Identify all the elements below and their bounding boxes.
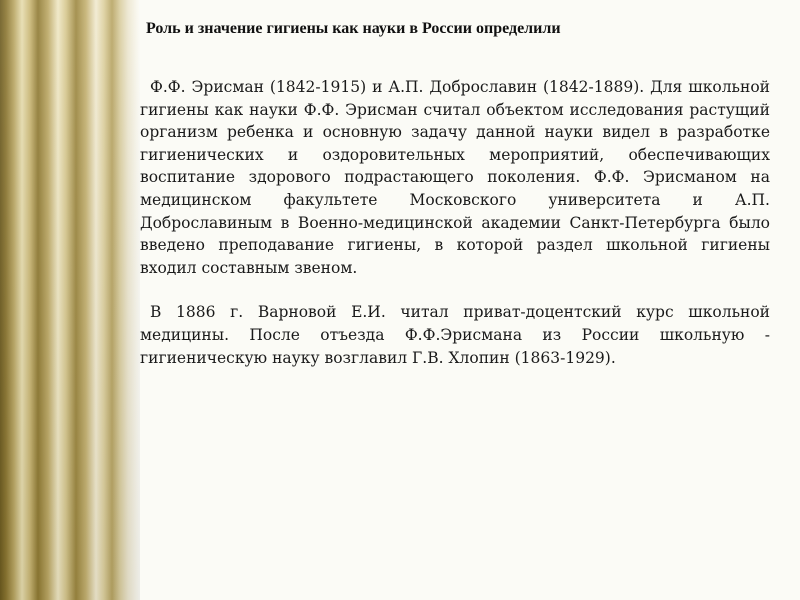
- slide-title: Роль и значение гигиены как науки в России определили: [146, 20, 561, 37]
- paragraph-erisman-dobroslavin: Ф.Ф. Эрисман (1842-1915) и А.П. Доброславин (1842-1889). Для школьной гигиены как науки Ф.Ф. Эрисман считал объектом исследования растущий организм ребенка и основную задачу данной науки видел в разработке гигиенических и оздоровительных мероприятий, обеспечивающих воспитание здорового подрастающего поколения. Ф.Ф. Эрисманом на медицинском факультете Московского университета и А.П. Доброславиным в Военно-медицинской академии Санкт-Петербурга было введено преподавание гигиены, в которой раздел школьной гигиены входил составным звеном.: [140, 78, 770, 277]
- slide-content: [140, 18, 770, 369]
- paragraph-varnova-khlopin: В 1886 г. Варновой Е.И. читал приват-доцентский курс школьной медицины. После отъезда Ф.Ф.Эрисмана из России школьную - гигиеническую науку возглавил Г.В. Хлопин (1863-1929).: [140, 303, 770, 367]
- gold-curtain-decoration: [0, 0, 140, 600]
